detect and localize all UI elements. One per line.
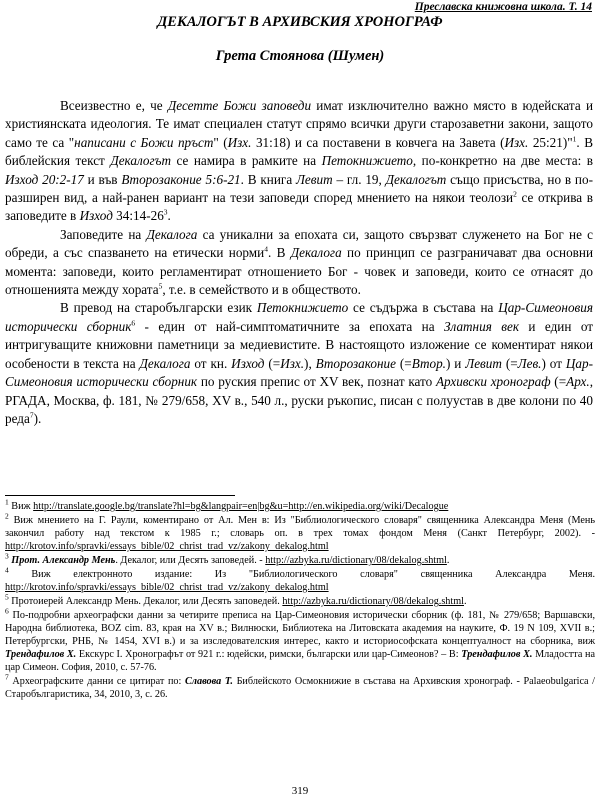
footnote-ref-4[interactable]: 4 — [264, 244, 268, 254]
text: се открива в заповедите в — [5, 190, 594, 224]
text: 34:14-26 — [112, 208, 164, 224]
text: . В библейския текст — [5, 134, 593, 169]
footnote-number: 4 — [5, 565, 9, 575]
footnote-ref-7[interactable]: 7 — [29, 410, 34, 420]
footnote-6 — [5, 606, 596, 674]
italic-quote: написани с Божи пръст — [74, 134, 214, 150]
italic-term: Левит — [465, 355, 502, 371]
footnote-2 — [5, 511, 595, 553]
italic-ref: Изх. — [504, 134, 529, 150]
footnote-divider — [5, 495, 235, 496]
text: , РГАДА, Москва, ф. 181, № 279/658, XV в., 540 л., руски ръкопис, писан с полуустав в две колони по 40 реда — [5, 374, 593, 426]
footnote-number: 7 — [5, 672, 9, 682]
footnote-7 — [5, 672, 595, 701]
text: по принцип се разграничават два основни момента: заповеди, които регламентират отношението Бог - човек и заповеди, които се отнасят до отношенията между хората — [5, 245, 594, 298]
text: имат изключително важно място в юдейската и християнската идеология. Те имат специален статут спрямо всички други старозаветни закони, защото само те са " — [5, 98, 593, 150]
article-author: Грета Стоянова (Шумен) — [215, 48, 385, 64]
italic-term: Изход — [231, 355, 265, 371]
italic-term: Декалога — [290, 245, 342, 261]
italic-ref: Изход 20:2-17 — [5, 171, 84, 187]
footnote-4 — [5, 565, 595, 594]
text: - един от най-симптоматичните за епохата на — [135, 318, 444, 334]
text: ) и — [445, 355, 466, 371]
text: В превод на старобългарски език — [60, 300, 257, 316]
italic-term: Декалога — [146, 226, 198, 242]
author-name: Прот. Александр Мень — [11, 555, 116, 566]
author-name: Трендафилов Х. — [461, 649, 533, 660]
text: По-подробни археографски данни за четирите преписа на Цар-Симеоновия исторически сборник (ф. 181, № 279/658; Варшавски, Народна библиотека, BOZ cim. 83, края на XV в.; Вилнюски, Библиотека на Литовската академия на науките, Ф. 19 N 109, XVII в.; Петербургски, РНБ, № 1454, XVI в.) и за изследователския интерес, както и историософската концептуалност на сборника, виж — [5, 610, 595, 647]
italic-ref: Арх. — [566, 374, 590, 390]
footnote-ref-1[interactable]: 1 — [572, 134, 577, 144]
text: . В — [267, 245, 291, 261]
italic-term: Декалога — [139, 355, 191, 371]
text: . В книга — [240, 171, 296, 187]
footnote-ref-6[interactable]: 6 — [131, 318, 136, 328]
text: (= — [501, 355, 518, 371]
text: . Декалог, или Десять заповедей. - — [115, 555, 266, 566]
footnote-number: 6 — [5, 606, 9, 616]
footnote-link[interactable]: http://krotov.info/spravki/essays_bible/02_christ_trad_vz/zakony_dekalog.html — [5, 582, 329, 593]
italic-term: Цар-Симеоновия исторически сборник — [5, 355, 593, 390]
text: се съдържа в състава на — [348, 300, 499, 316]
text: се намира в рамките на — [171, 153, 322, 169]
italic-term: Десетте Божи заповеди — [167, 98, 312, 113]
text: Заповедите на — [60, 226, 147, 242]
italic-term: Архивски хронограф — [435, 374, 551, 390]
text: . — [167, 208, 171, 224]
text: Екскурс I. Хронографът от 921 г.: юдейски, римски, български или цар-Симеонов? – В: — [76, 649, 462, 660]
footnote-number: 2 — [5, 511, 9, 521]
italic-term: Декалогът — [385, 171, 447, 187]
italic-term: Изход — [79, 208, 113, 224]
running-head: Преславска книжовна школа. Т. 14 — [414, 1, 592, 13]
footnote-ref-2[interactable]: 2 — [513, 189, 517, 199]
italic-term: Левит — [296, 171, 333, 187]
text: 31:18) и са поставени в ковчега на Завета ( — [251, 134, 505, 150]
text: са уникални за епохата си, защото свързват служенето на Бог не с обреди, а със спазването на етически норми — [5, 226, 593, 261]
footnote-number: 5 — [5, 592, 9, 602]
italic-ref: Изх. — [280, 355, 305, 371]
footnote-link[interactable]: http://translate.google.bg/translate?hl=bg&langpair=en|bg&u=http://en.wikipedia.org/wiki/Decalogue — [33, 501, 449, 512]
footnotes — [5, 497, 596, 702]
text: , по-конкретно на две места: в — [412, 153, 593, 169]
footnote-ref-3[interactable]: 3 — [163, 208, 168, 218]
footnote-number: 1 — [5, 497, 9, 507]
text: (= — [396, 355, 412, 371]
italic-term: Цар-Симеоновия исторически сборник — [5, 300, 593, 334]
italic-term: Декалогът — [110, 153, 172, 169]
text: 25:21)" — [528, 134, 573, 150]
text: Протоиерей Александр Мень. Декалог, или Десять заповедей. — [8, 596, 283, 607]
author-name: Славова Т. — [184, 676, 233, 687]
footnote-link[interactable]: http://azbyka.ru/dictionary/08/dekalog.shtml — [265, 555, 447, 566]
article-title: ДЕКАЛОГЪТ В АРХИВСКИЯ ХРОНОГРАФ — [157, 14, 443, 30]
text: – гл. 19, — [332, 171, 386, 187]
text: , т.е. в семейството и в обществото. — [162, 282, 361, 298]
footnote-5 — [5, 592, 595, 608]
italic-term: Петокнижието — [321, 153, 413, 169]
footnote-link[interactable]: http://krotov.info/spravki/essays_bible/02_christ_trad_vz/zakony_dekalog.html — [5, 541, 329, 552]
text: по руския препис от XV век, познат като — [197, 374, 436, 390]
text: " ( — [213, 134, 228, 150]
italic-term: Второзаконие — [315, 355, 396, 371]
text: (= — [550, 374, 567, 390]
text: Виж — [8, 501, 34, 512]
footnote-number: 3 — [5, 551, 9, 561]
paragraph-3 — [5, 299, 593, 428]
text: . — [463, 596, 467, 607]
italic-term: Златния век — [444, 318, 519, 334]
italic-term: Петокнижието — [256, 300, 349, 316]
footnote-3 — [5, 551, 595, 567]
italic-ref: Второзаконие 5:6-21 — [121, 171, 241, 187]
text: . — [446, 555, 450, 566]
italic-ref: Втор. — [411, 355, 446, 371]
text: също присъства, но в по-разширен вид, а най-ранен вариант на тези заповеди според мнението на някои теолози — [5, 171, 593, 206]
text: ). — [33, 410, 42, 426]
text: ), — [304, 355, 316, 371]
text: Археографските данни се цитират по: — [8, 676, 185, 687]
footnote-link[interactable]: http://azbyka.ru/dictionary/08/dekalog.shtml — [282, 596, 464, 607]
article-body — [5, 97, 593, 428]
text: и във — [83, 171, 122, 187]
text: ) от — [541, 355, 566, 371]
paragraph-2 — [5, 226, 593, 300]
text: Всеизвестно е, че — [60, 98, 168, 113]
author-name: Трендафилов Х. — [5, 649, 77, 660]
italic-ref: Лев. — [517, 355, 542, 371]
text: Младостта на цар Симеон. София, 2010, с. 57-76. — [5, 649, 596, 673]
text: от кн. — [190, 355, 232, 371]
text: (= — [264, 355, 281, 371]
text: Виж мнението на Г. Раули, коментирано от Ал. Мен в: Из "Библиологического словаря" священника Александра Меня (Мень закончил работу над текстом к 1985 г.; словарь оп. в трех томах фондом Меня (Санкт Петербург, 2002). - — [5, 515, 595, 539]
text: Библейското Осмокнижие в състава на Архивския хронограф. - Palaeobulgarica / Старобългаристика, 34, 2010, 3, с. 26. — [5, 676, 595, 700]
footnote-1 — [5, 497, 595, 513]
text: Виж електронното издание: Из "Библиологического словаря" священника Александра Меня. — [8, 569, 595, 580]
paragraph-1 — [5, 97, 593, 226]
page-number: 319 — [291, 785, 309, 797]
footnote-ref-5[interactable]: 5 — [158, 281, 163, 291]
italic-ref: Изх. — [227, 134, 252, 150]
text: и един от интригуващите книжовни паметници за медиевистите. В настоящото изложение се коментират някои особености в текста на — [5, 318, 594, 371]
